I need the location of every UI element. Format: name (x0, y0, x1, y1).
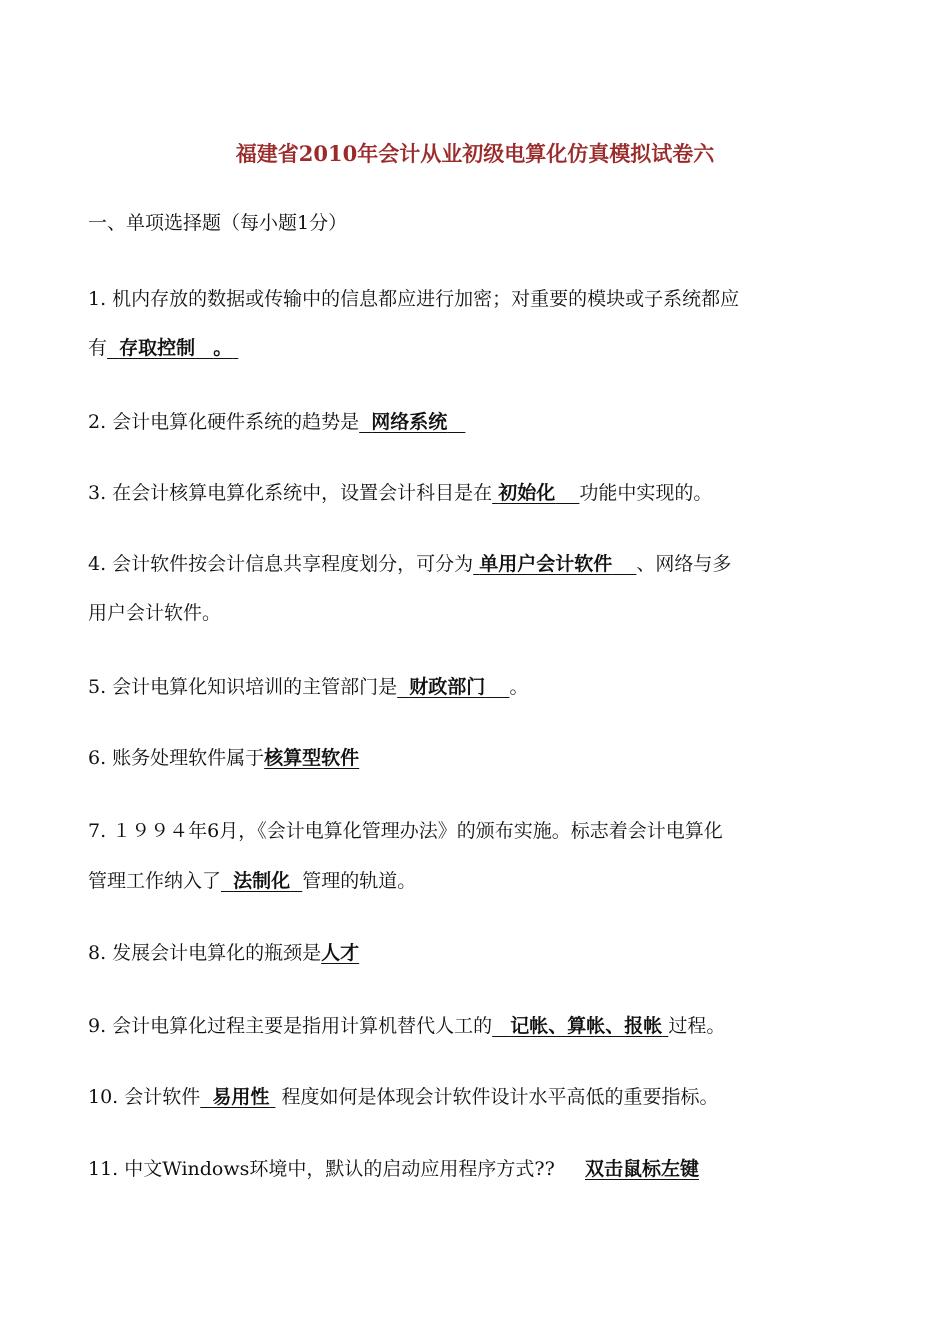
question-9-text: 9. 会计电算化过程主要是指用计算机替代人工的 (88, 1015, 493, 1037)
question-7-text: 7. １９９４年6月，《会计电算化管理办法》的颁布实施。标志着会计电算化 (88, 820, 723, 842)
answer-spacer (555, 1158, 585, 1180)
question-8 (88, 938, 359, 965)
question-4-text-2: 用户会计软件。 (88, 602, 222, 624)
question-10 (88, 1082, 718, 1109)
question-1-line-2 (88, 333, 238, 360)
answer-blank-pad (200, 1086, 212, 1108)
answer-blank-pad (397, 676, 409, 698)
answer-blank-pad (612, 553, 636, 575)
question-7-text-after: 管理的轨道。 (302, 870, 417, 892)
question-7-answer: 法制化 (233, 870, 291, 892)
question-6-answer: 核算型软件 (264, 747, 360, 769)
question-3 (88, 478, 712, 505)
question-4-text-after: 、网络与多 (636, 553, 732, 575)
question-5-text: 5. 会计电算化知识培训的主管部门是 (88, 676, 398, 698)
question-2 (88, 407, 465, 434)
answer-blank-pad (359, 411, 371, 433)
section-heading: 一、单项选择题（每小题1分） (88, 212, 348, 234)
question-4-line-2 (88, 598, 221, 625)
question-5-text-after: 。 (509, 676, 529, 698)
question-10-text: 10. 会计软件 (88, 1086, 201, 1108)
question-6 (88, 743, 359, 770)
question-3-answer: 初始化 (498, 482, 556, 504)
question-8-text: 8. 发展会计电算化的瓶颈是 (88, 942, 322, 964)
answer-blank-pad (290, 870, 302, 892)
answer-blank-pad (485, 676, 509, 698)
answer-blank-pad (232, 337, 238, 359)
question-7-line-2 (88, 866, 416, 893)
answer-blank-pad (221, 870, 233, 892)
question-1-answer: 存取控制 (119, 337, 196, 359)
question-1-answer-end: 。 (213, 337, 233, 359)
question-1-line-1 (88, 284, 739, 311)
question-4-answer: 单用户会计软件 (479, 553, 613, 575)
answer-blank-pad (492, 1015, 510, 1037)
answer-blank-pad (555, 482, 579, 504)
question-9-answer: 记帐、算帐、报帐 (510, 1015, 663, 1037)
question-6-text: 6. 账务处理软件属于 (88, 747, 265, 769)
question-7-line-1 (88, 816, 723, 843)
question-2-text: 2. 会计电算化硬件系统的趋势是 (88, 411, 360, 433)
question-5 (88, 672, 528, 699)
question-3-text-after: 功能中实现的。 (579, 482, 713, 504)
question-1-text-2: 有 (88, 337, 108, 359)
question-4-text: 4. 会计软件按会计信息共享程度划分，可分为 (88, 553, 474, 575)
question-9 (88, 1011, 725, 1038)
question-10-text-after: 程度如何是体现会计软件设计水平高低的重要指标。 (275, 1086, 719, 1108)
question-9-text-after: 过程。 (668, 1015, 726, 1037)
question-5-answer: 财政部门 (409, 676, 486, 698)
question-11-text: 11. 中文Windows环境中，默认的启动应用程序方式?? (88, 1158, 555, 1180)
answer-blank-pad (107, 337, 119, 359)
question-2-answer: 网络系统 (371, 411, 448, 433)
question-1-text: 1. 机内存放的数据或传输中的信息都应进行加密；对重要的模块或子系统都应 (88, 288, 740, 310)
question-7-text-2: 管理工作纳入了 (88, 870, 222, 892)
question-4-line-1 (88, 549, 731, 576)
question-11-answer: 双击鼠标左键 (584, 1158, 699, 1180)
question-10-answer: 易用性 (212, 1086, 270, 1108)
answer-blank-pad (195, 337, 213, 359)
question-3-text: 3. 在会计核算电算化系统中，设置会计科目是在 (88, 482, 493, 504)
question-8-answer: 人才 (321, 942, 360, 964)
document-title: 福建省2010年会计从业初级电算化仿真模拟试卷六 (235, 141, 715, 166)
question-11 (88, 1154, 699, 1181)
answer-blank-pad (447, 411, 465, 433)
